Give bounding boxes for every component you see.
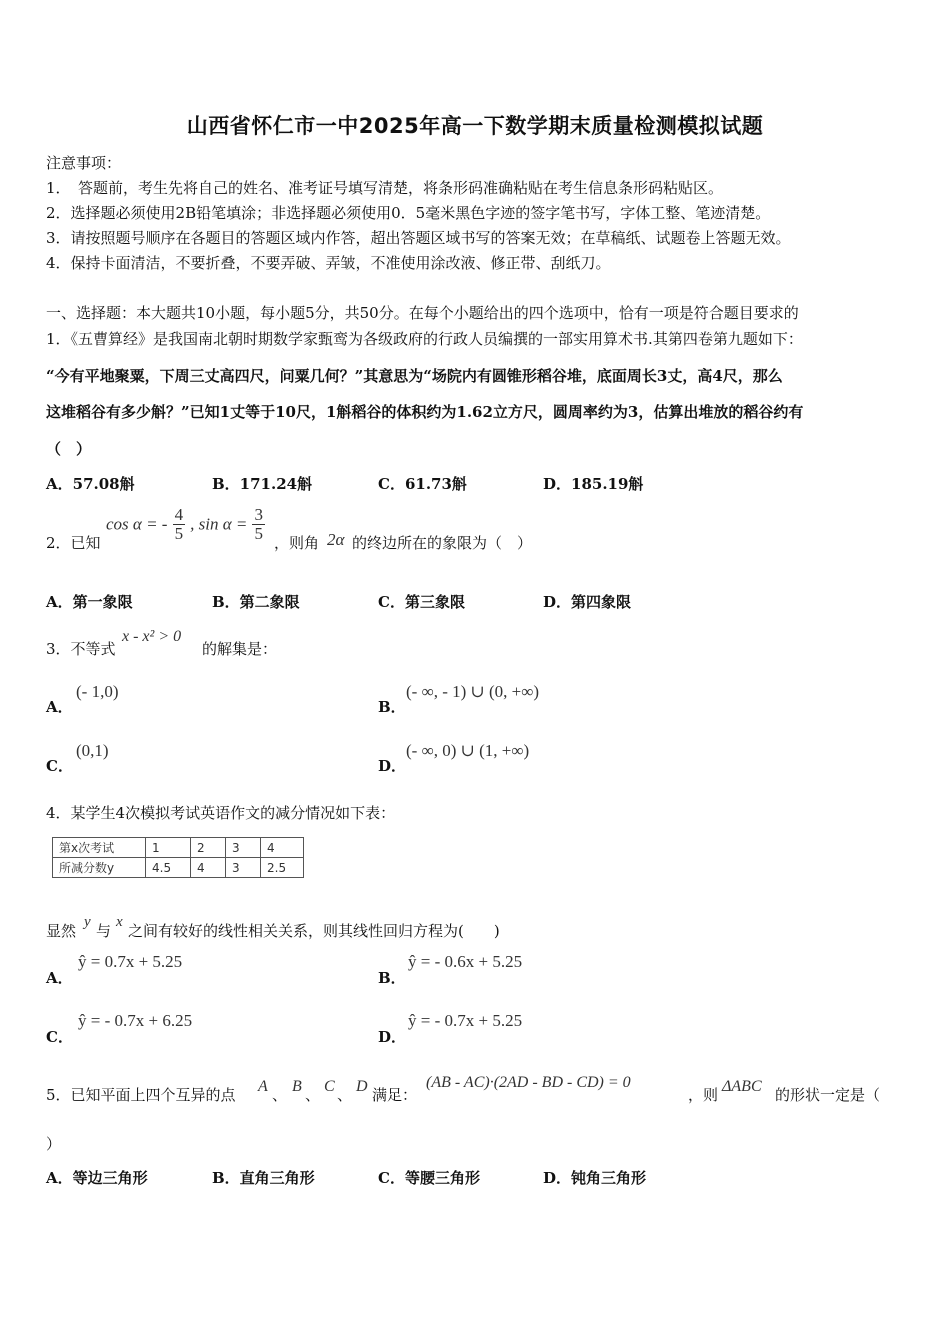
q4-score-table (52, 837, 304, 878)
q2-sin: , sin α = (190, 514, 248, 534)
q2-angle: 2α (327, 530, 345, 549)
q5-option-b[interactable]: B．直角三角形 (212, 1169, 315, 1187)
q5-triangle: ΔABC (722, 1078, 762, 1095)
q2-option-a[interactable]: A．第一象限 (46, 593, 133, 611)
q1-line-3: 这堆稻谷有多少斛？”已知1丈等于10尺，1斛稻谷的体积约为1.62立方尺，圆周率约为3，估算出堆放的稻谷约有 (46, 403, 804, 421)
page-title: 山西省怀仁市一中2025年高一下数学期末质量检测模拟试题 (186, 114, 764, 138)
q5-satisfy: 满足： (372, 1086, 418, 1104)
q3-option-d[interactable]: (- ∞, 0) ∪ (1, +∞) (406, 741, 530, 760)
q2-prefix: 2．已知 (46, 534, 101, 552)
notice-item-2: 2．选择题必须使用2B铅笔填涂；非选择题必须使用0．5毫米黑色字迹的签字笔书写，字体工整、笔迹清楚。 (46, 204, 771, 222)
notice-heading: 注意事项： (46, 154, 122, 172)
q5-suffix: 的形状一定是（ (775, 1086, 881, 1104)
q3-prefix: 3．不等式 (46, 640, 116, 658)
q2-formula (106, 506, 265, 543)
q3-option-d-label[interactable]: D． (378, 757, 407, 775)
q4-option-d-label[interactable]: D． (378, 1028, 407, 1046)
table-cell: 4.5 (146, 858, 191, 878)
q4-question-mid2: 之间有较好的线性相关关系，则其线性回归方程为( ) (128, 922, 500, 940)
q1-option-b[interactable]: B．171.24斛 (212, 475, 313, 493)
q3-option-c-label[interactable]: C． (46, 757, 73, 775)
notice-item-3: 3．请按照题号顺序在各题目的答题区域内作答，超出答题区域书写的答案无效；在草稿纸、试题卷上答题无效。 (46, 229, 791, 247)
q4-var-y: y (84, 914, 91, 930)
q2-option-b[interactable]: B．第二象限 (212, 593, 300, 611)
q3-inequality: x - x² > 0 (122, 628, 182, 645)
q3-option-c[interactable]: (0,1) (76, 741, 109, 760)
q3-suffix: 的解集是： (202, 640, 278, 658)
table-cell: 4 (191, 858, 226, 878)
q4-var-x: x (116, 914, 123, 930)
q3-option-b[interactable]: (- ∞, - 1) ∪ (0, +∞) (406, 682, 540, 701)
q5-option-a[interactable]: A．等边三角形 (46, 1169, 148, 1187)
q4-option-c[interactable]: ŷ = - 0.7x + 6.25 (78, 1011, 193, 1030)
table-cell: 4 (261, 838, 304, 858)
q4-option-b-label[interactable]: B． (378, 969, 406, 987)
q4-option-d[interactable]: ŷ = - 0.7x + 5.25 (408, 1011, 523, 1030)
q2-suffix: 的终边所在的象限为（ ） (352, 534, 533, 552)
table-row (53, 838, 304, 858)
q5-point-d: D (356, 1078, 368, 1095)
q3-option-a-label[interactable]: A． (46, 698, 73, 716)
table-cell: 3 (226, 838, 261, 858)
notice-item-1: 1． 答题前，考生先将自己的姓名、准考证号填写清楚，将条形码准确粘贴在考生信息条形码粘贴区。 (46, 179, 724, 197)
q5-sep: 、 (272, 1086, 288, 1104)
table-cell: 1 (146, 838, 191, 858)
q5-sep: 、 (337, 1086, 353, 1104)
q2-cos-fraction (173, 506, 186, 543)
q2-cos-num: 4 (174, 505, 184, 524)
table-cell: 2.5 (261, 858, 304, 878)
notice-item-4: 4．保持卡面清洁，不要折叠，不要弄破、弄皱，不准使用涂改液、修正带、刮纸刀。 (46, 254, 611, 272)
q5-then: ，则 (688, 1086, 719, 1104)
table-row (53, 858, 304, 878)
table-cell: 3 (226, 858, 261, 878)
q1-line-4: （ ） (46, 440, 92, 458)
q3-option-a[interactable]: (- 1,0) (76, 682, 119, 701)
table-cell: 所减分数y (53, 858, 146, 878)
q3-option-b-label[interactable]: B． (378, 698, 406, 716)
q4-question-mid1: 与 (96, 922, 112, 940)
section-heading: 一、选择题：本大题共10小题，每小题5分，共50分。在每个小题给出的四个选项中，恰有一项是符合题目要求的 (46, 304, 799, 322)
q2-mid: ，则角 (274, 534, 320, 552)
q2-cos-den: 5 (174, 524, 184, 543)
q2-option-c[interactable]: C．第三象限 (378, 593, 465, 611)
q5-option-d[interactable]: D．钝角三角形 (543, 1169, 647, 1187)
table-cell: 第x次考试 (53, 838, 146, 858)
q5-point-c: C (324, 1078, 335, 1095)
q4-option-a[interactable]: ŷ = 0.7x + 5.25 (78, 952, 183, 971)
q2-option-d[interactable]: D．第四象限 (543, 593, 632, 611)
q1-option-a[interactable]: A．57.08斛 (46, 475, 135, 493)
q5-close: ） (46, 1135, 62, 1153)
q5-option-c[interactable]: C．等腰三角形 (378, 1169, 480, 1187)
q1-option-c[interactable]: C．61.73斛 (378, 475, 467, 493)
q5-sep: 、 (305, 1086, 321, 1104)
q2-cos: cos α = - (106, 514, 168, 534)
q5-prefix: 5．已知平面上四个互异的点 (46, 1086, 236, 1104)
q4-stem: 4．某学生4次模拟考试英语作文的减分情况如下表： (46, 804, 396, 822)
table-cell: 2 (191, 838, 226, 858)
q1-line-2: “今有平地聚粟，下周三丈高四尺，问粟几何？”其意思为“场院内有圆锥形稻谷堆，底面周长3丈，高4尺，那么 (46, 367, 783, 385)
q1-line-1: 1．《五曹算经》是我国南北朝时期数学家甄鸾为各级政府的行政人员编撰的一部实用算术书.其第四卷第九题如下： (46, 330, 803, 348)
q4-option-a-label[interactable]: A． (46, 969, 73, 987)
q1-option-d[interactable]: D．185.19斛 (543, 475, 644, 493)
q2-sin-den: 5 (254, 524, 263, 543)
q5-vector-equation: (AB - AC)·(2AD - BD - CD) = 0 (426, 1074, 631, 1091)
q4-option-c-label[interactable]: C． (46, 1028, 73, 1046)
q5-point-b: B (292, 1078, 302, 1095)
q4-question-pre: 显然 (46, 922, 77, 940)
q5-point-a: A (258, 1078, 268, 1095)
q4-option-b[interactable]: ŷ = - 0.6x + 5.25 (408, 952, 523, 971)
q2-sin-num: 3 (254, 505, 263, 524)
q2-sin-fraction (252, 506, 265, 543)
